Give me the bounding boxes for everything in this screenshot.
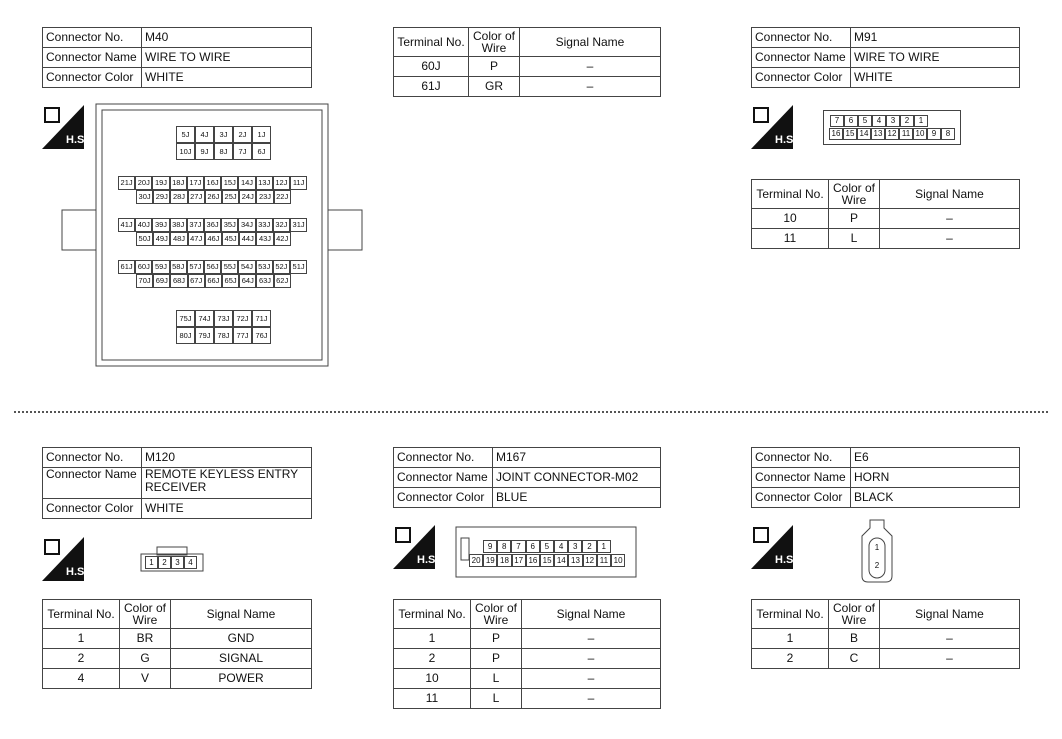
terminal-pin: 17J [187, 176, 204, 190]
terminal-cell: 11 [752, 229, 829, 249]
terminal-pin: 35J [221, 218, 238, 232]
terminal-pin: 20 [469, 554, 483, 567]
terminal-pin: 14 [857, 128, 871, 140]
terminal-cell: 1 [394, 629, 471, 649]
signal-cell: GND [171, 629, 312, 649]
terminal-pin: 19J [152, 176, 169, 190]
table-row [43, 629, 312, 649]
terminal-pin: 6J [252, 143, 271, 160]
terminal-pin: 13 [568, 554, 582, 567]
connector-no-value: M40 [142, 28, 312, 48]
terminal-pin: 16J [204, 176, 221, 190]
table-row [43, 649, 312, 669]
terminal-pin: 63J [256, 274, 273, 288]
m91-terminal-table [751, 179, 1020, 249]
terminal-pin: 60J [135, 260, 152, 274]
connector-name-value: REMOTE KEYLESS ENTRY RECEIVER [142, 468, 312, 499]
hs-label: H.S. [417, 554, 439, 566]
terminal-pin: 59J [152, 260, 169, 274]
signal-cell: – [520, 77, 661, 97]
connector-no-label: Connector No. [394, 448, 493, 468]
terminal-pin: 8J [214, 143, 233, 160]
e6-info-table [751, 447, 1020, 508]
terminal-cell: 1 [43, 629, 120, 649]
terminal-pin: 14 [554, 554, 568, 567]
m120-info-table [42, 447, 312, 519]
terminal-pin: 74J [195, 310, 214, 327]
terminal-cell: 2 [43, 649, 120, 669]
terminal-pin: 22J [274, 190, 291, 204]
terminal-pin: 78J [214, 327, 233, 344]
terminal-pin: 11J [290, 176, 307, 190]
m120-connector-face [139, 546, 205, 572]
wire-color-cell: B [829, 629, 880, 649]
terminal-pin: 68J [170, 274, 187, 288]
connector-no-label: Connector No. [752, 448, 851, 468]
signal-cell: – [880, 649, 1020, 669]
signal-cell: – [880, 229, 1020, 249]
terminal-pin: 53J [256, 260, 273, 274]
wire-color-cell: GR [469, 77, 520, 97]
signal-name-header: Signal Name [520, 28, 661, 57]
harness-side-icon [42, 537, 88, 581]
hs-label: H.S. [775, 134, 797, 146]
terminal-pin: 47J [188, 232, 205, 246]
connector-no-label: Connector No. [43, 448, 142, 468]
terminal-pin: 15J [221, 176, 238, 190]
m40-connector-face [62, 104, 362, 370]
terminal-pin: 57J [187, 260, 204, 274]
terminal-pin: 39J [152, 218, 169, 232]
terminal-no-header: Terminal No. [43, 600, 120, 629]
wire-color-cell: V [120, 669, 171, 689]
m40-info-table [42, 27, 312, 88]
terminal-pin: 50J [136, 232, 153, 246]
terminal-pin: 34J [238, 218, 255, 232]
hs-label: H.S. [66, 566, 88, 578]
table-row [752, 209, 1020, 229]
terminal-pin: 45J [222, 232, 239, 246]
terminal-pin: 15 [843, 128, 857, 140]
hs-label: H.S. [66, 134, 88, 146]
signal-cell: POWER [171, 669, 312, 689]
connector-name-label: Connector Name [43, 48, 142, 68]
m167-connector-face [455, 526, 637, 578]
connector-color-value: WHITE [142, 68, 312, 88]
terminal-pin: 51J [290, 260, 307, 274]
terminal-pin: 25J [222, 190, 239, 204]
signal-name-header: Signal Name [880, 600, 1020, 629]
terminal-pin: 10 [611, 554, 625, 567]
terminal-pin: 54J [238, 260, 255, 274]
terminal-pin: 3 [886, 115, 900, 127]
terminal-pin: 77J [233, 327, 252, 344]
terminal-pin: 11 [597, 554, 611, 567]
terminal-cell: 2 [394, 649, 471, 669]
wire-color-cell: P [471, 649, 522, 669]
terminal-pin: 8 [941, 128, 955, 140]
terminal-pin: 37J [187, 218, 204, 232]
connector-color-label: Connector Color [43, 68, 142, 88]
connector-name-label: Connector Name [752, 468, 851, 488]
terminal-pin: 10 [913, 128, 927, 140]
harness-side-icon [751, 525, 797, 569]
table-row [752, 229, 1020, 249]
connector-no-value: M120 [142, 448, 312, 468]
terminal-pin: 36J [204, 218, 221, 232]
terminal-pin: 4 [872, 115, 886, 127]
terminal-cell: 2 [752, 649, 829, 669]
harness-side-icon [393, 525, 439, 569]
connector-color-label: Connector Color [394, 488, 493, 508]
terminal-pin: 1 [145, 556, 158, 569]
m91-connector-face [823, 110, 961, 145]
terminal-pin: 18 [497, 554, 511, 567]
connector-name-label: Connector Name [752, 48, 851, 68]
terminal-pin: 5J [176, 126, 195, 143]
terminal-pin: 12 [583, 554, 597, 567]
connector-name-value: WIRE TO WIRE [851, 48, 1020, 68]
terminal-pin: 76J [252, 327, 271, 344]
terminal-pin: 66J [205, 274, 222, 288]
terminal-pin: 5 [540, 540, 554, 553]
m40-terminal-table [393, 27, 661, 97]
terminal-pin: 1 [914, 115, 928, 127]
connector-no-label: Connector No. [43, 28, 142, 48]
hs-label: H.S. [775, 554, 797, 566]
terminal-pin: 3J [214, 126, 233, 143]
connector-color-label: Connector Color [752, 68, 851, 88]
terminal-pin: 12J [273, 176, 290, 190]
terminal-pin: 20J [135, 176, 152, 190]
terminal-no-header: Terminal No. [394, 600, 471, 629]
terminal-pin: 70J [136, 274, 153, 288]
terminal-no-header: Terminal No. [752, 600, 829, 629]
terminal-cell: 11 [394, 689, 471, 709]
terminal-pin: 65J [222, 274, 239, 288]
signal-cell: – [522, 689, 661, 709]
terminal-pin: 79J [195, 327, 214, 344]
terminal-pin: 1 [874, 543, 880, 552]
connector-name-value: WIRE TO WIRE [142, 48, 312, 68]
terminal-pin: 3 [568, 540, 582, 553]
terminal-cell: 4 [43, 669, 120, 689]
terminal-pin: 9 [927, 128, 941, 140]
signal-cell: – [520, 57, 661, 77]
terminal-pin: 31J [290, 218, 307, 232]
table-row [394, 649, 661, 669]
terminal-pin: 1 [597, 540, 611, 553]
signal-cell: – [522, 629, 661, 649]
terminal-pin: 14J [238, 176, 255, 190]
terminal-pin: 69J [153, 274, 170, 288]
table-row [43, 669, 312, 689]
connector-no-value: E6 [851, 448, 1020, 468]
terminal-pin: 46J [205, 232, 222, 246]
m120-terminal-table [42, 599, 312, 689]
terminal-pin: 4J [195, 126, 214, 143]
terminal-cell: 1 [752, 629, 829, 649]
wire-color-cell: P [471, 629, 522, 649]
table-row [752, 629, 1020, 649]
terminal-pin: 7 [830, 115, 844, 127]
wire-color-cell: L [471, 689, 522, 709]
connector-name-value: JOINT CONNECTOR-M02 [493, 468, 661, 488]
terminal-pin: 16 [829, 128, 843, 140]
connector-color-label: Connector Color [43, 499, 142, 519]
signal-cell: – [880, 629, 1020, 649]
terminal-pin: 2 [582, 540, 596, 553]
table-row [394, 629, 661, 649]
terminal-no-header: Terminal No. [752, 180, 829, 209]
terminal-pin: 55J [221, 260, 238, 274]
terminal-pin: 8 [497, 540, 511, 553]
terminal-pin: 67J [188, 274, 205, 288]
table-row [394, 77, 661, 97]
terminal-pin: 52J [273, 260, 290, 274]
terminal-pin: 18J [170, 176, 187, 190]
terminal-pin: 7 [511, 540, 525, 553]
harness-side-icon [751, 105, 797, 149]
table-row [394, 669, 661, 689]
terminal-pin: 48J [170, 232, 187, 246]
terminal-pin: 32J [273, 218, 290, 232]
wire-color-cell: G [120, 649, 171, 669]
terminal-pin: 49J [153, 232, 170, 246]
color-of-wire-header: Color of Wire [829, 600, 880, 629]
terminal-pin: 58J [170, 260, 187, 274]
terminal-pin: 73J [214, 310, 233, 327]
m91-info-table [751, 27, 1020, 88]
terminal-pin: 7J [233, 143, 252, 160]
terminal-pin: 2J [233, 126, 252, 143]
signal-cell: – [522, 649, 661, 669]
wire-color-cell: L [829, 229, 880, 249]
terminal-cell: 10 [394, 669, 471, 689]
terminal-pin: 11 [899, 128, 913, 140]
terminal-pin: 40J [135, 218, 152, 232]
terminal-pin: 41J [118, 218, 135, 232]
terminal-pin: 2 [900, 115, 914, 127]
terminal-pin: 29J [153, 190, 170, 204]
terminal-pin: 30J [136, 190, 153, 204]
terminal-pin: 6 [526, 540, 540, 553]
terminal-no-header: Terminal No. [394, 28, 469, 57]
terminal-pin: 4 [554, 540, 568, 553]
connector-color-label: Connector Color [752, 488, 851, 508]
terminal-pin: 71J [252, 310, 271, 327]
terminal-pin: 62J [274, 274, 291, 288]
terminal-pin: 24J [239, 190, 256, 204]
terminal-cell: 10 [752, 209, 829, 229]
terminal-pin: 16 [526, 554, 540, 567]
terminal-pin: 1J [252, 126, 271, 143]
signal-name-header: Signal Name [880, 180, 1020, 209]
terminal-pin: 42J [274, 232, 291, 246]
signal-name-header: Signal Name [522, 600, 661, 629]
connector-color-value: BLACK [851, 488, 1020, 508]
terminal-pin: 26J [205, 190, 222, 204]
terminal-pin: 38J [170, 218, 187, 232]
wire-color-cell: C [829, 649, 880, 669]
connector-color-value: BLUE [493, 488, 661, 508]
terminal-pin: 3 [171, 556, 184, 569]
terminal-pin: 23J [256, 190, 273, 204]
connector-no-label: Connector No. [752, 28, 851, 48]
m167-terminal-table [393, 599, 661, 709]
wire-color-cell: L [471, 669, 522, 689]
table-row [394, 57, 661, 77]
terminal-pin: 72J [233, 310, 252, 327]
e6-terminal-table [751, 599, 1020, 669]
signal-name-header: Signal Name [171, 600, 312, 629]
color-of-wire-header: Color of Wire [469, 28, 520, 57]
terminal-pin: 64J [239, 274, 256, 288]
terminal-pin: 13J [256, 176, 273, 190]
signal-cell: – [522, 669, 661, 689]
wire-color-cell: P [829, 209, 880, 229]
terminal-pin: 61J [118, 260, 135, 274]
connector-name-label: Connector Name [43, 468, 142, 499]
color-of-wire-header: Color of Wire [120, 600, 171, 629]
terminal-pin: 19 [483, 554, 497, 567]
terminal-pin: 2 [158, 556, 171, 569]
terminal-pin: 33J [256, 218, 273, 232]
m167-info-table [393, 447, 661, 508]
terminal-pin: 56J [204, 260, 221, 274]
terminal-pin: 75J [176, 310, 195, 327]
terminal-pin: 13 [871, 128, 885, 140]
terminal-pin: 2 [874, 561, 880, 570]
table-row [752, 649, 1020, 669]
terminal-pin: 4 [184, 556, 197, 569]
table-row [394, 689, 661, 709]
wire-color-cell: BR [120, 629, 171, 649]
terminal-cell: 61J [394, 77, 469, 97]
connector-name-label: Connector Name [394, 468, 493, 488]
color-of-wire-header: Color of Wire [829, 180, 880, 209]
connector-color-value: WHITE [851, 68, 1020, 88]
signal-cell: – [880, 209, 1020, 229]
terminal-pin: 5 [858, 115, 872, 127]
terminal-pin: 43J [256, 232, 273, 246]
terminal-pin: 10J [176, 143, 195, 160]
terminal-pin: 12 [885, 128, 899, 140]
connector-name-value: HORN [851, 468, 1020, 488]
terminal-pin: 9J [195, 143, 214, 160]
signal-cell: SIGNAL [171, 649, 312, 669]
terminal-pin: 28J [170, 190, 187, 204]
terminal-pin: 27J [188, 190, 205, 204]
connector-color-value: WHITE [142, 499, 312, 519]
terminal-pin: 44J [239, 232, 256, 246]
terminal-pin: 9 [483, 540, 497, 553]
terminal-pin: 15 [540, 554, 554, 567]
terminal-pin: 17 [512, 554, 526, 567]
connector-no-value: M167 [493, 448, 661, 468]
terminal-pin: 80J [176, 327, 195, 344]
section-divider [14, 411, 1048, 413]
terminal-cell: 60J [394, 57, 469, 77]
terminal-pin: 6 [844, 115, 858, 127]
color-of-wire-header: Color of Wire [471, 600, 522, 629]
connector-no-value: M91 [851, 28, 1020, 48]
terminal-pin: 21J [118, 176, 135, 190]
e6-connector-face [858, 518, 896, 584]
wire-color-cell: P [469, 57, 520, 77]
